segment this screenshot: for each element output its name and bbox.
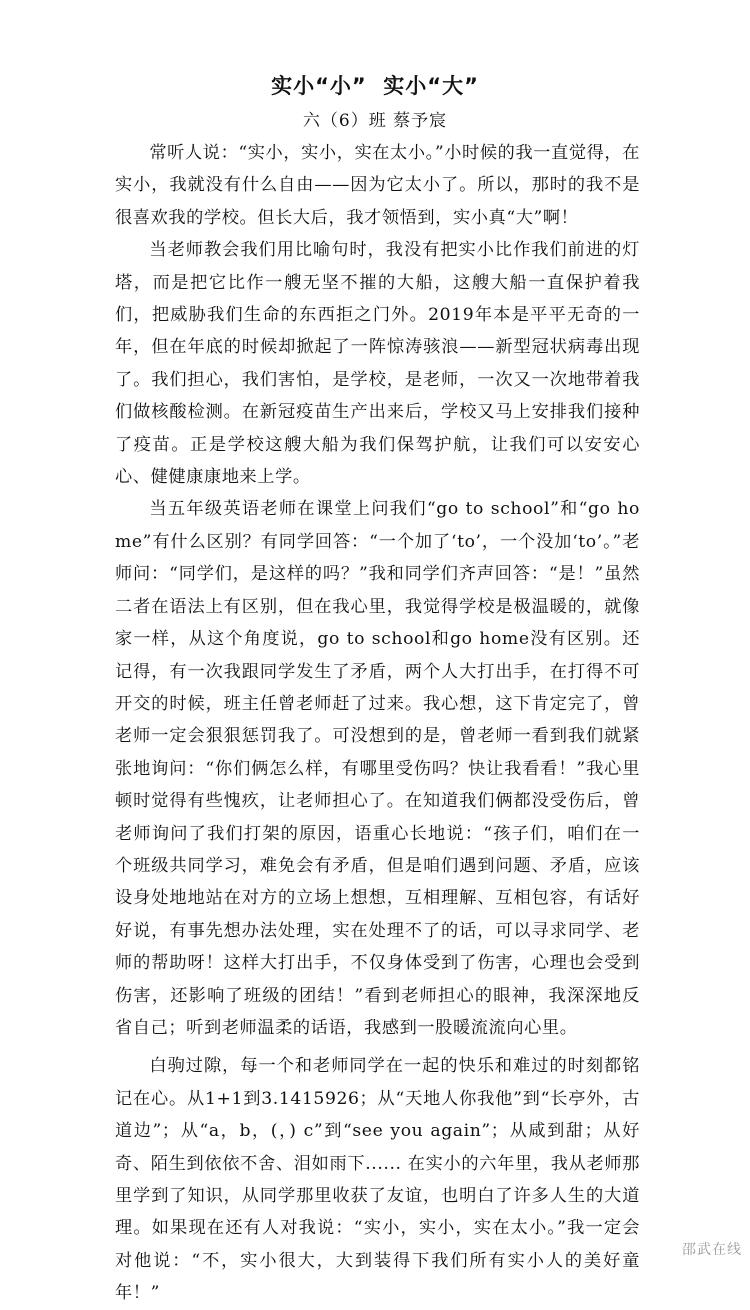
document-body bbox=[115, 137, 640, 1310]
document-author: 六（6）班 蔡予宸 bbox=[302, 111, 448, 131]
document-title: 实小“小” 实小“大” bbox=[271, 74, 479, 98]
paragraph-1: 常听人说：“实小，实小，实在太小。”小时候的我一直觉得，在实小，我就没有什么自由——因为它太小了。所以，那时的我不是很喜欢我的学校。但长大后，我才领悟到，实小真“大”啊！ bbox=[115, 143, 640, 228]
paragraph-3: 当五年级英语老师在课堂上问我们“go to school”和“go home”有什么区别？有同学回答：“一个加了‘to’，一个没加‘to’。”老师问：“同学们，是这样的吗？”我和同学们齐声回答：“是！”虽然二者在语法上有区别，但在我心里，我觉得学校是极温暖的，就像家一样，从这个角度说，go to school和go home没有区别。还记得，有一次我跟同学发生了矛盾，两个人大打出手，在打得不可开交的时候，班主任曾老师赶了过来。我心想，这下肯定完了，曾老师一定会狠狠惩罚我了。可没想到的是，曾老师一看到我们就紧张地询问：“你们俩怎么样，有哪里受伤吗？快让我看看！”我心里顿时觉得有些愧疚，让老师担心了。在知道我们俩都没受伤后，曾老师询问了我们打架的原因，语重心长地说：“孩子们，咱们在一个班级共同学习，难免会有矛盾，但是咱们遇到问题、矛盾，应该设身处地地站在对方的立场上想想，互相理解、互相包容，有话好好说，有事先想办法处理，实在处理不了的话，可以寻求同学、老师的帮助呀！这样大打出手，不仅身体受到了伤害，心理也会受到伤害，还影响了班级的团结！”看到老师担心的眼神，我深深地反省自己；听到老师温柔的话语，我感到一股暖流流向心里。 bbox=[115, 499, 640, 1038]
paragraph-4: 白驹过隙，每一个和老师同学在一起的快乐和难过的时刻都铭记在心。从1+1到3.1415926；从“天地人你我他”到“长亭外，古道边”；从“a，b，(，) c”到“see you again”；从咸到甜；从好奇、陌生到依依不舍、泪如雨下...... 在实小的六年里，我从老师那里学到了知识，从同学那里收获了友谊，也明白了许多人生的大道理。如果现在还有人对我说：“实小，实小，实在太小。”我一定会对他说：“不，实小很大，大到装得下我们所有实小人的美好童年！” bbox=[115, 1056, 640, 1304]
paragraph-2: 当老师教会我们用比喻句时，我没有把实小比作我们前进的灯塔，而是把它比作一艘无坚不摧的大船，这艘大船一直保护着我们，把威胁我们生命的东西拒之门外。2019年本是平平无奇的一年，但在年底的时候却掀起了一阵惊涛骇浪——新型冠状病毒出现了。我们担心，我们害怕，是学校，是老师，一次又一次地带着我们做核酸检测。在新冠疫苗生产出来后，学校又马上安排我们接种了疫苗。正是学校这艘大船为我们保驾护航，让我们可以安安心心、健健康康地来上学。 bbox=[115, 240, 640, 488]
site-watermark: 邵武在线 bbox=[682, 1242, 742, 1258]
